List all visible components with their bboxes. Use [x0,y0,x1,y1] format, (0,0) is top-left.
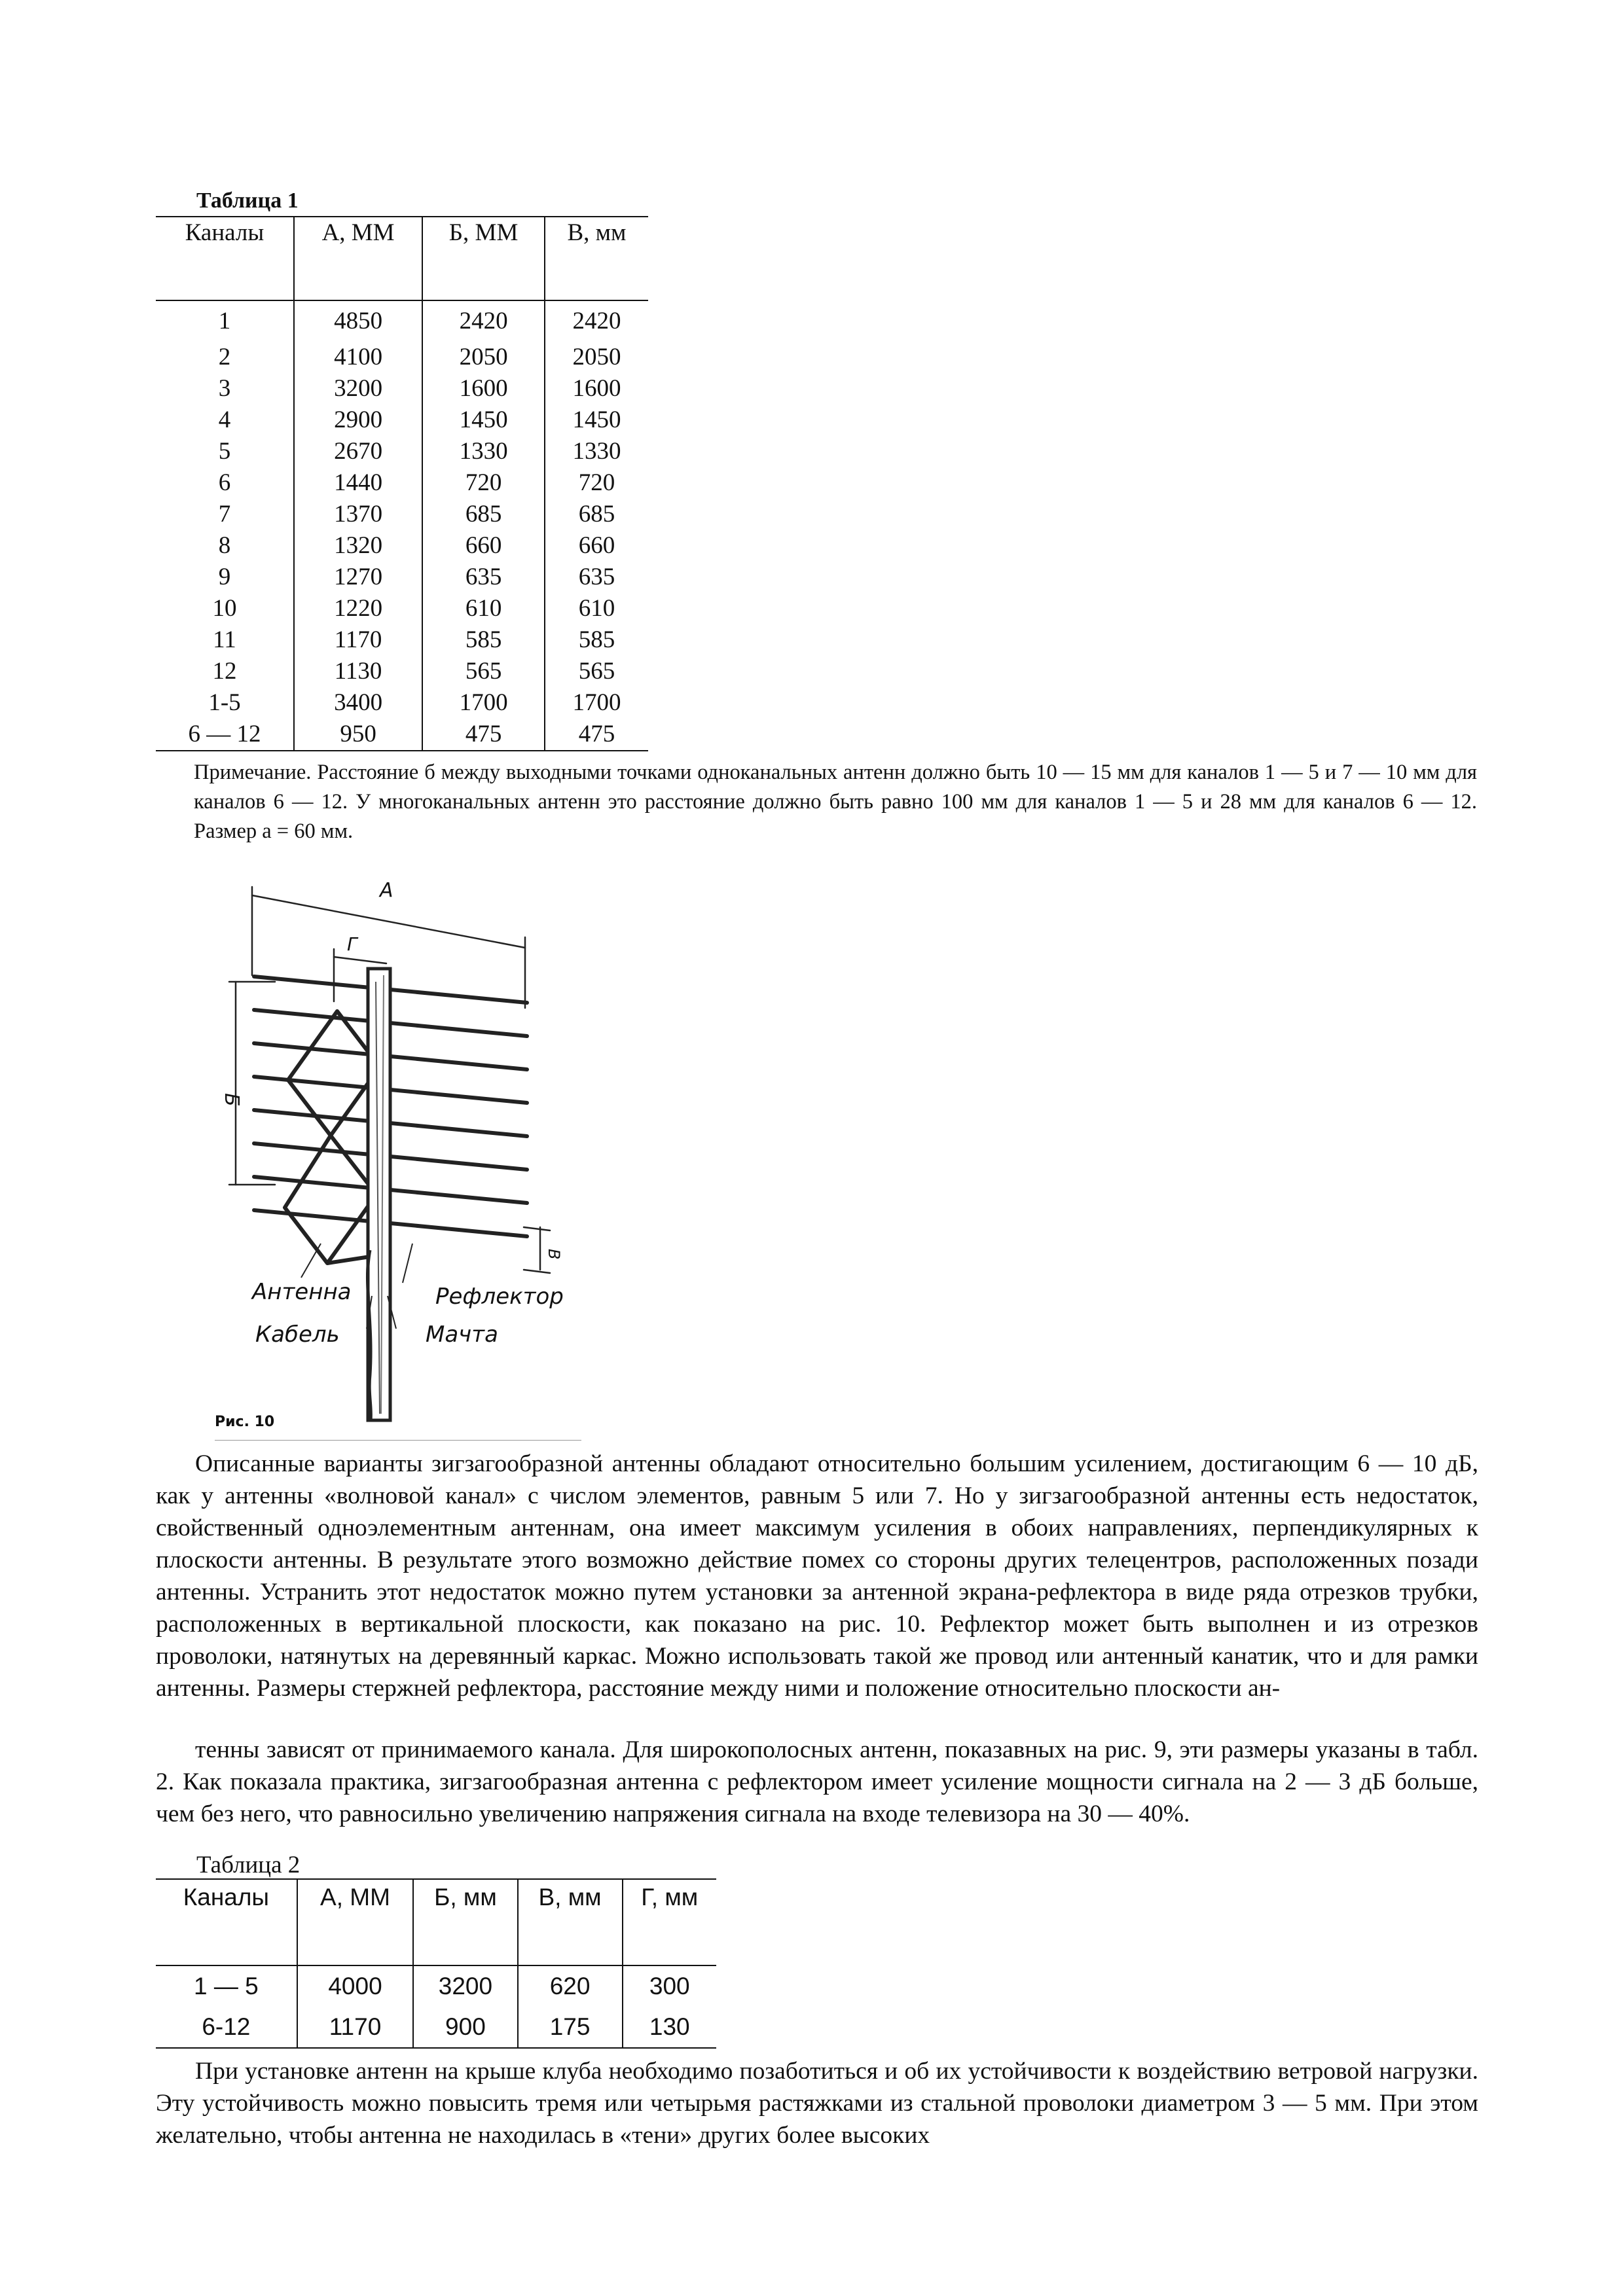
table-cell: 2670 [294,436,422,467]
label-dimension-g: Г [347,933,357,955]
table-row [156,1965,716,2007]
figure-divider [215,1440,581,1441]
table-cell: 1600 [422,373,545,404]
table-row [156,530,648,562]
table-cell: 685 [545,499,648,530]
table-cell: 4850 [294,300,422,342]
table-row [156,404,648,436]
table-row [156,687,648,719]
table-cell: 585 [545,624,648,656]
reflector-leader [403,1244,412,1283]
figure-caption: Рис. 10 [215,1414,275,1430]
table-cell: 3 [218,375,231,402]
dimension-v-tick [524,1270,550,1273]
table-cell: 1320 [294,530,422,562]
table-cell: 2050 [422,342,545,373]
table-cell: 1700 [545,687,648,719]
antenna-figure [216,877,583,1427]
table1 [156,216,648,751]
table-cell: 11 [213,626,236,653]
table2-header-cell: В, мм [518,1879,623,1924]
table2-header-cell: Б, мм [413,1879,517,1924]
table-cell: 1130 [294,656,422,687]
label-dimension-a: А [380,879,393,902]
table-cell: 1330 [545,436,648,467]
table-cell: 1330 [422,436,545,467]
table-cell: 6-12 [156,2007,297,2048]
table-cell: 6 [218,469,231,496]
table1-note: Примечание. Расстояние б между выходными точками одноканальных антенн должно быть 10 — 15 мм для каналов 1 — 5 и 7 — 10 мм для каналов 6 — 12. У многоканальных антенн это расстояние должно быть равно 100 мм для каналов 1 — 5 и 28 мм для каналов 6 — 12. Размер а = 60 мм. [194,761,1477,843]
table-cell: 1370 [294,499,422,530]
table-cell: 1220 [294,593,422,624]
paragraph-3: При установке антенн на крыше клуба необходимо позаботиться и об их устойчивости к воздействию ветровой нагрузки. Эту устойчивость можно повысить тремя или четырьмя растяжками из стальной проволоки диаметром 3 — 5 мм. При этом желательно, чтобы антенна не находилась в «тени» других более высоких [156,2058,1478,2149]
table-cell: 2 [218,344,231,370]
table-cell: 4000 [297,1965,414,2007]
table-row [156,436,648,467]
table1-header-cell: Каналы [156,217,294,255]
table2-header-cell: Каналы [156,1879,297,1924]
table-cell: 1700 [422,687,545,719]
antenna-drawing [216,877,583,1427]
table-cell: 8 [218,532,231,559]
table-cell: 3200 [294,373,422,404]
label-reflector: Рефлектор [435,1283,564,1310]
table-cell: 565 [422,656,545,687]
table-cell: 2420 [545,300,648,342]
table-cell: 685 [422,499,545,530]
table2-caption: Таблица 2 [196,1852,301,1878]
table2-header-spacer [156,1924,716,1965]
table-cell: 2050 [545,342,648,373]
table-row [156,467,648,499]
table-row [156,593,648,624]
table-cell: 475 [545,719,648,751]
table-cell: 2900 [294,404,422,436]
table-row [156,2007,716,2048]
table-cell: 475 [422,719,545,751]
table-cell: 1440 [294,467,422,499]
table1-header-cell: А, ММ [294,217,422,255]
table2-body [156,1965,716,2048]
table-cell: 4 [218,406,231,433]
table1-header-row [156,217,648,255]
table-row [156,719,648,751]
table-cell: 1450 [422,404,545,436]
table-cell: 635 [545,562,648,593]
table1-header-spacer [156,255,648,300]
table-row [156,562,648,593]
table-cell: 9 [218,564,231,590]
label-dimension-v: В [545,1249,563,1260]
table-cell: 565 [545,656,648,687]
table2-header-cell: Г, мм [623,1879,716,1924]
table-row [156,300,648,342]
label-cable: Кабель [255,1321,340,1348]
table-cell: 900 [413,2007,517,2048]
table2-header-row [156,1879,716,1924]
table-row [156,342,648,373]
table-cell: 585 [422,624,545,656]
table-cell: 1-5 [208,689,241,716]
table-cell: 720 [545,467,648,499]
table-row [156,499,648,530]
table-row [156,624,648,656]
table-cell: 1450 [545,404,648,436]
paragraph-1: Описанные варианты зигзагообразной антенны обладают относительно большим усилением, достигающим 6 — 10 дБ, как у антенны «волновой канал» с числом элементов, равным 5 или 7. Но у зигзагообразной антенны есть недостаток, свойственный одноэлементным антеннам, она имеет максимум усиления в обоих направлениях, перпендикулярных к плоскости антенны. В результате этого возможно действие помех со стороны других телецентров, расположенных позади антенны. Устранить этот недостаток можно путем установки за антенной экрана-рефлектора в виде ряда отрезков трубки, расположенных в вертикальной плоскости, как показано на рис. 10. Рефлектор может быть выполнен и из отрезков проволоки, натянутых на деревянный каркас. Можно использовать такой же провод или антенный канатик, что и для рамки антенны. Размеры стержней рефлектора, расстояние между ними и положение относительно плоскости ан- [156,1450,1478,1702]
table-cell: 1600 [545,373,648,404]
dimension-v-tick [524,1227,550,1230]
table-cell: 2420 [422,300,545,342]
label-mast: Мачта [426,1321,498,1348]
table-cell: 1 — 5 [194,1973,259,2000]
table-cell: 660 [545,530,648,562]
label-dimension-b: Б [220,1093,243,1107]
table-cell: 620 [518,1965,623,2007]
table-cell: 3400 [294,687,422,719]
table-cell: 950 [294,719,422,751]
dimension-g-line [334,957,386,963]
table-cell: 610 [422,593,545,624]
table2 [156,1878,716,2049]
table-cell: 12 [212,658,237,685]
paragraph-2: тенны зависят от принимаемого канала. Для широкополосных антенн, показавных на рис. 9, эти размеры указаны в табл. 2. Как показала практика, зигзагообразная антенна с рефлектором имеет усиление мощности сигнала на 2 — 3 дБ больше, чем без него, что равносильно увеличению напряжения сигнала на входе телевизора на 30 — 40%. [156,1736,1478,1827]
antenna-leader [301,1244,321,1278]
table-cell: 300 [623,1965,716,2007]
table-cell: 1 [218,308,231,334]
table-cell: 635 [422,562,545,593]
table-cell: 7 [218,501,231,528]
table-row [156,373,648,404]
table-cell: 1170 [294,624,422,656]
table-row [156,656,648,687]
table-cell: 4100 [294,342,422,373]
table1-caption: Таблица 1 [196,188,299,213]
table1-header-cell: Б, ММ [422,217,545,255]
table2-header-cell: А, ММ [297,1879,414,1924]
table-cell: 5 [218,438,231,465]
table-cell: 130 [623,2007,716,2048]
table-cell: 1170 [297,2007,414,2048]
table-cell: 660 [422,530,545,562]
table-cell: 175 [518,2007,623,2048]
table-cell: 3200 [413,1965,517,2007]
mast [367,969,390,1420]
table-cell: 610 [545,593,648,624]
table-cell: 1270 [294,562,422,593]
table-cell: 6 — 12 [156,719,294,751]
table-cell: 10 [212,595,237,622]
table1-header-cell: В, мм [545,217,648,255]
label-antenna: Антенна [252,1279,352,1305]
table-cell: 720 [422,467,545,499]
table1-body [156,300,648,751]
dimension-a-line [252,895,525,948]
